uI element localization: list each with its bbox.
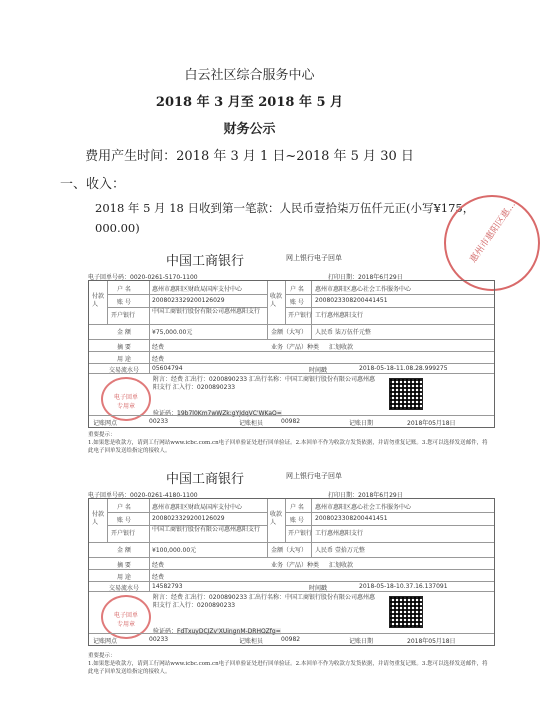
table-rule: 电子回单号码：	[88, 274, 131, 281]
record-teller-label: 记账柜员	[239, 420, 264, 427]
summary-value: 经费	[152, 344, 165, 351]
amount-cn-label: 金额（大写）	[271, 547, 308, 554]
transaction-no-label: 交易流水号	[109, 585, 140, 592]
record-teller: 00982	[281, 418, 301, 425]
remarks: 附言：经费 汇出行：0200890233 汇出行名称：中国工商银行股份有限公司惠州惠阳支行 汇入行：0200890233	[153, 594, 375, 609]
payee-label: 收款人	[270, 293, 283, 308]
payer-name: 惠州市惠阳区财政局国库支付中心	[152, 286, 243, 293]
section-income-heading: 一、收入：	[60, 177, 126, 192]
table-rule	[107, 499, 108, 542]
table-rule: 验证码：	[153, 628, 178, 635]
record-net-label: 记账网点	[93, 638, 118, 645]
business-type-value: 汇划收款	[329, 562, 354, 569]
amount-label: 金 额	[117, 329, 131, 336]
payee-name: 惠州市惠阳区惠心社会工作服务中心	[315, 504, 412, 511]
payee-bank-label: 开户银行	[288, 312, 313, 319]
timestamp-label: 时间戳	[309, 367, 328, 374]
payer-account-label: 账 号	[117, 517, 131, 524]
business-type-label: 业务（产品）种类	[271, 562, 320, 569]
table-rule	[107, 294, 267, 295]
payer-bank: 中国工商银行股份有限公司惠州惠阳支行	[152, 308, 261, 315]
table-rule: 19b7l0Km7wWZk:gYJdqVC'WKaQ=	[177, 410, 282, 417]
income-paragraph: 2018 年 5 月 18 日收到第一笔款：人民币壹拾柒万伍仟元正(小写¥175，000.00)	[95, 201, 475, 235]
receipt-type: 网上银行电子回单	[286, 472, 342, 480]
seal-subtitle: 专用章	[116, 621, 135, 628]
receipt-table	[88, 498, 495, 646]
table-rule	[285, 294, 494, 295]
transaction-no: 05604794	[152, 365, 183, 372]
record-net-label: 记账网点	[93, 420, 118, 427]
business-type-label: 业务（产品）种类	[271, 344, 320, 351]
bank-name: 中国工商银行	[166, 254, 245, 269]
record-teller-label: 记账柜员	[239, 638, 264, 645]
business-type-value: 汇划收款	[329, 344, 354, 351]
table-rule	[285, 512, 494, 513]
payer-account: 2008023329200126029	[152, 297, 225, 304]
table-rule	[89, 415, 494, 416]
payee-label: 收款人	[270, 511, 283, 526]
seal-title: 电子回单	[113, 612, 138, 619]
amount-cn-value: 人民币 柒万伍仟元整	[315, 329, 371, 336]
payee-account: 2008023308200441451	[315, 515, 388, 522]
payer-label: 付款人	[92, 293, 105, 308]
table-rule: 2018年6月29日	[358, 274, 403, 281]
payee-account-label: 账 号	[290, 299, 304, 306]
seal-subtitle: 专用章	[116, 403, 135, 410]
payee-name: 惠州市惠阳区惠心社会工作服务中心	[315, 286, 412, 293]
table-rule: 0020-0261-5170-1100	[130, 274, 198, 281]
table-rule	[89, 557, 494, 558]
table-rule	[89, 324, 494, 325]
qr-code	[389, 596, 423, 628]
transaction-no-label: 交易流水号	[109, 367, 140, 374]
use-value: 经费	[152, 356, 165, 363]
important-notes-1	[88, 431, 493, 455]
use-label: 用 途	[117, 356, 131, 363]
table-rule	[89, 569, 494, 570]
record-date-label: 记账日期	[349, 420, 374, 427]
record-teller: 00982	[281, 636, 301, 643]
table-rule: 0020-0261-4180-1100	[130, 492, 198, 499]
bank-receipt-1	[88, 250, 493, 440]
table-rule	[267, 281, 268, 339]
payee-bank: 工行惠州惠阳支行	[315, 312, 364, 319]
record-net: 00233	[149, 418, 169, 425]
bank-receipt-2	[88, 468, 493, 658]
use-label: 用 途	[117, 574, 131, 581]
payee-name-label: 户 名	[290, 504, 304, 511]
payer-account: 2008023329200126029	[152, 515, 225, 522]
table-rule: 打印日期：	[328, 274, 359, 281]
table-rule	[285, 281, 286, 324]
summary-label: 摘 要	[117, 344, 131, 351]
remarks: 附言：经费 汇出行：0200890233 汇出行名称：中国工商银行股份有限公司惠州惠阳支行 汇入行：0200890233	[153, 376, 375, 391]
table-rule	[89, 542, 494, 543]
document-title: 财务公示	[223, 122, 276, 137]
payee-account: 2008023308200441451	[315, 297, 388, 304]
table-rule	[89, 351, 494, 352]
amount-cn-value: 人民币 壹拾万元整	[315, 547, 365, 554]
table-rule	[285, 525, 494, 526]
use-value: 经费	[152, 574, 165, 581]
timestamp-label: 时间戳	[309, 585, 328, 592]
amount-cn-label: 金额（大写）	[271, 329, 308, 336]
record-date: 2018年05月18日	[407, 638, 456, 645]
payer-bank-label: 开户银行	[111, 312, 136, 319]
payer-bank: 中国工商银行股份有限公司惠州惠阳支行	[152, 526, 261, 533]
table-rule	[285, 499, 286, 542]
record-net: 00233	[149, 636, 169, 643]
timestamp-value: 2018-05-18-11.08.28.999275	[359, 365, 448, 372]
table-rule: 打印日期：	[328, 492, 359, 499]
receipt-table	[88, 280, 495, 428]
record-date-label: 记账日期	[349, 638, 374, 645]
receipt-type: 网上银行电子回单	[286, 254, 342, 262]
timestamp-value: 2018-05-18-10.37.16.137091	[359, 583, 448, 590]
notes-title: 重要提示：	[88, 653, 116, 659]
important-notes-2	[88, 652, 493, 676]
table-rule	[89, 633, 494, 634]
time-range: 费用产生时间：2018 年 3 月 1 日~2018 年 5 月 30 日	[85, 149, 414, 164]
table-rule: 验证码：	[153, 410, 178, 417]
bank-name: 中国工商银行	[166, 472, 245, 487]
record-date: 2018年05月18日	[407, 420, 456, 427]
table-rule	[89, 363, 494, 364]
notes-text: 1.如果您是收款方，请到工行网站www.icbc.com.cn电子回单验证处进行回单验证。2.本回单不作为收款方发货依据，并请勿重复记账。3.您可以选择发送邮件，将此电子回单发送给指定的接收人。	[88, 661, 488, 675]
payer-account-label: 账 号	[117, 299, 131, 306]
table-rule: 电子回单号码：	[88, 492, 131, 499]
notes-title: 重要提示：	[88, 432, 116, 438]
table-rule	[107, 281, 108, 324]
payer-name-label: 户 名	[117, 286, 131, 293]
summary-label: 摘 要	[117, 562, 131, 569]
table-rule	[267, 499, 268, 557]
payee-account-label: 账 号	[290, 517, 304, 524]
table-rule: FdTxuyDCJZv'XUingnM-DRHQZfg=	[177, 628, 281, 635]
amount-label: 金 额	[117, 547, 131, 554]
notes-text: 1.如果您是收款方，请到工行网站www.icbc.com.cn电子回单验证处进行回单验证。2.本回单不作为收款方发货依据，并请勿重复记账。3.您可以选择发送邮件，将此电子回单发送给指定的接收人。	[88, 440, 488, 454]
table-rule	[285, 307, 494, 308]
payee-name-label: 户 名	[290, 286, 304, 293]
table-rule: 2018年6月29日	[358, 492, 403, 499]
amount-value: ¥75,000.00元	[152, 329, 193, 336]
payer-label: 付款人	[92, 511, 105, 526]
payee-bank: 工行惠州惠阳支行	[315, 530, 364, 537]
summary-value: 经费	[152, 562, 165, 569]
table-rule	[89, 591, 494, 592]
payer-bank-label: 开户银行	[111, 530, 136, 537]
payer-name-label: 户 名	[117, 504, 131, 511]
seal-title: 电子回单	[113, 394, 138, 401]
org-name: 白云社区综合服务中心	[184, 68, 315, 83]
corner-seal-text: 惠州市惠阳区惠…	[468, 199, 518, 265]
amount-value: ¥100,000.00元	[152, 547, 197, 554]
period-heading: 2018 年 3 月至 2018 年 5 月	[155, 95, 344, 110]
table-rule	[107, 512, 267, 513]
qr-code	[389, 378, 423, 410]
table-rule	[89, 373, 494, 374]
table-rule	[89, 339, 494, 340]
table-rule	[89, 581, 494, 582]
transaction-no: 14582793	[152, 583, 183, 590]
payee-bank-label: 开户银行	[288, 530, 313, 537]
payer-name: 惠州市惠阳区财政局国库支付中心	[152, 504, 243, 511]
